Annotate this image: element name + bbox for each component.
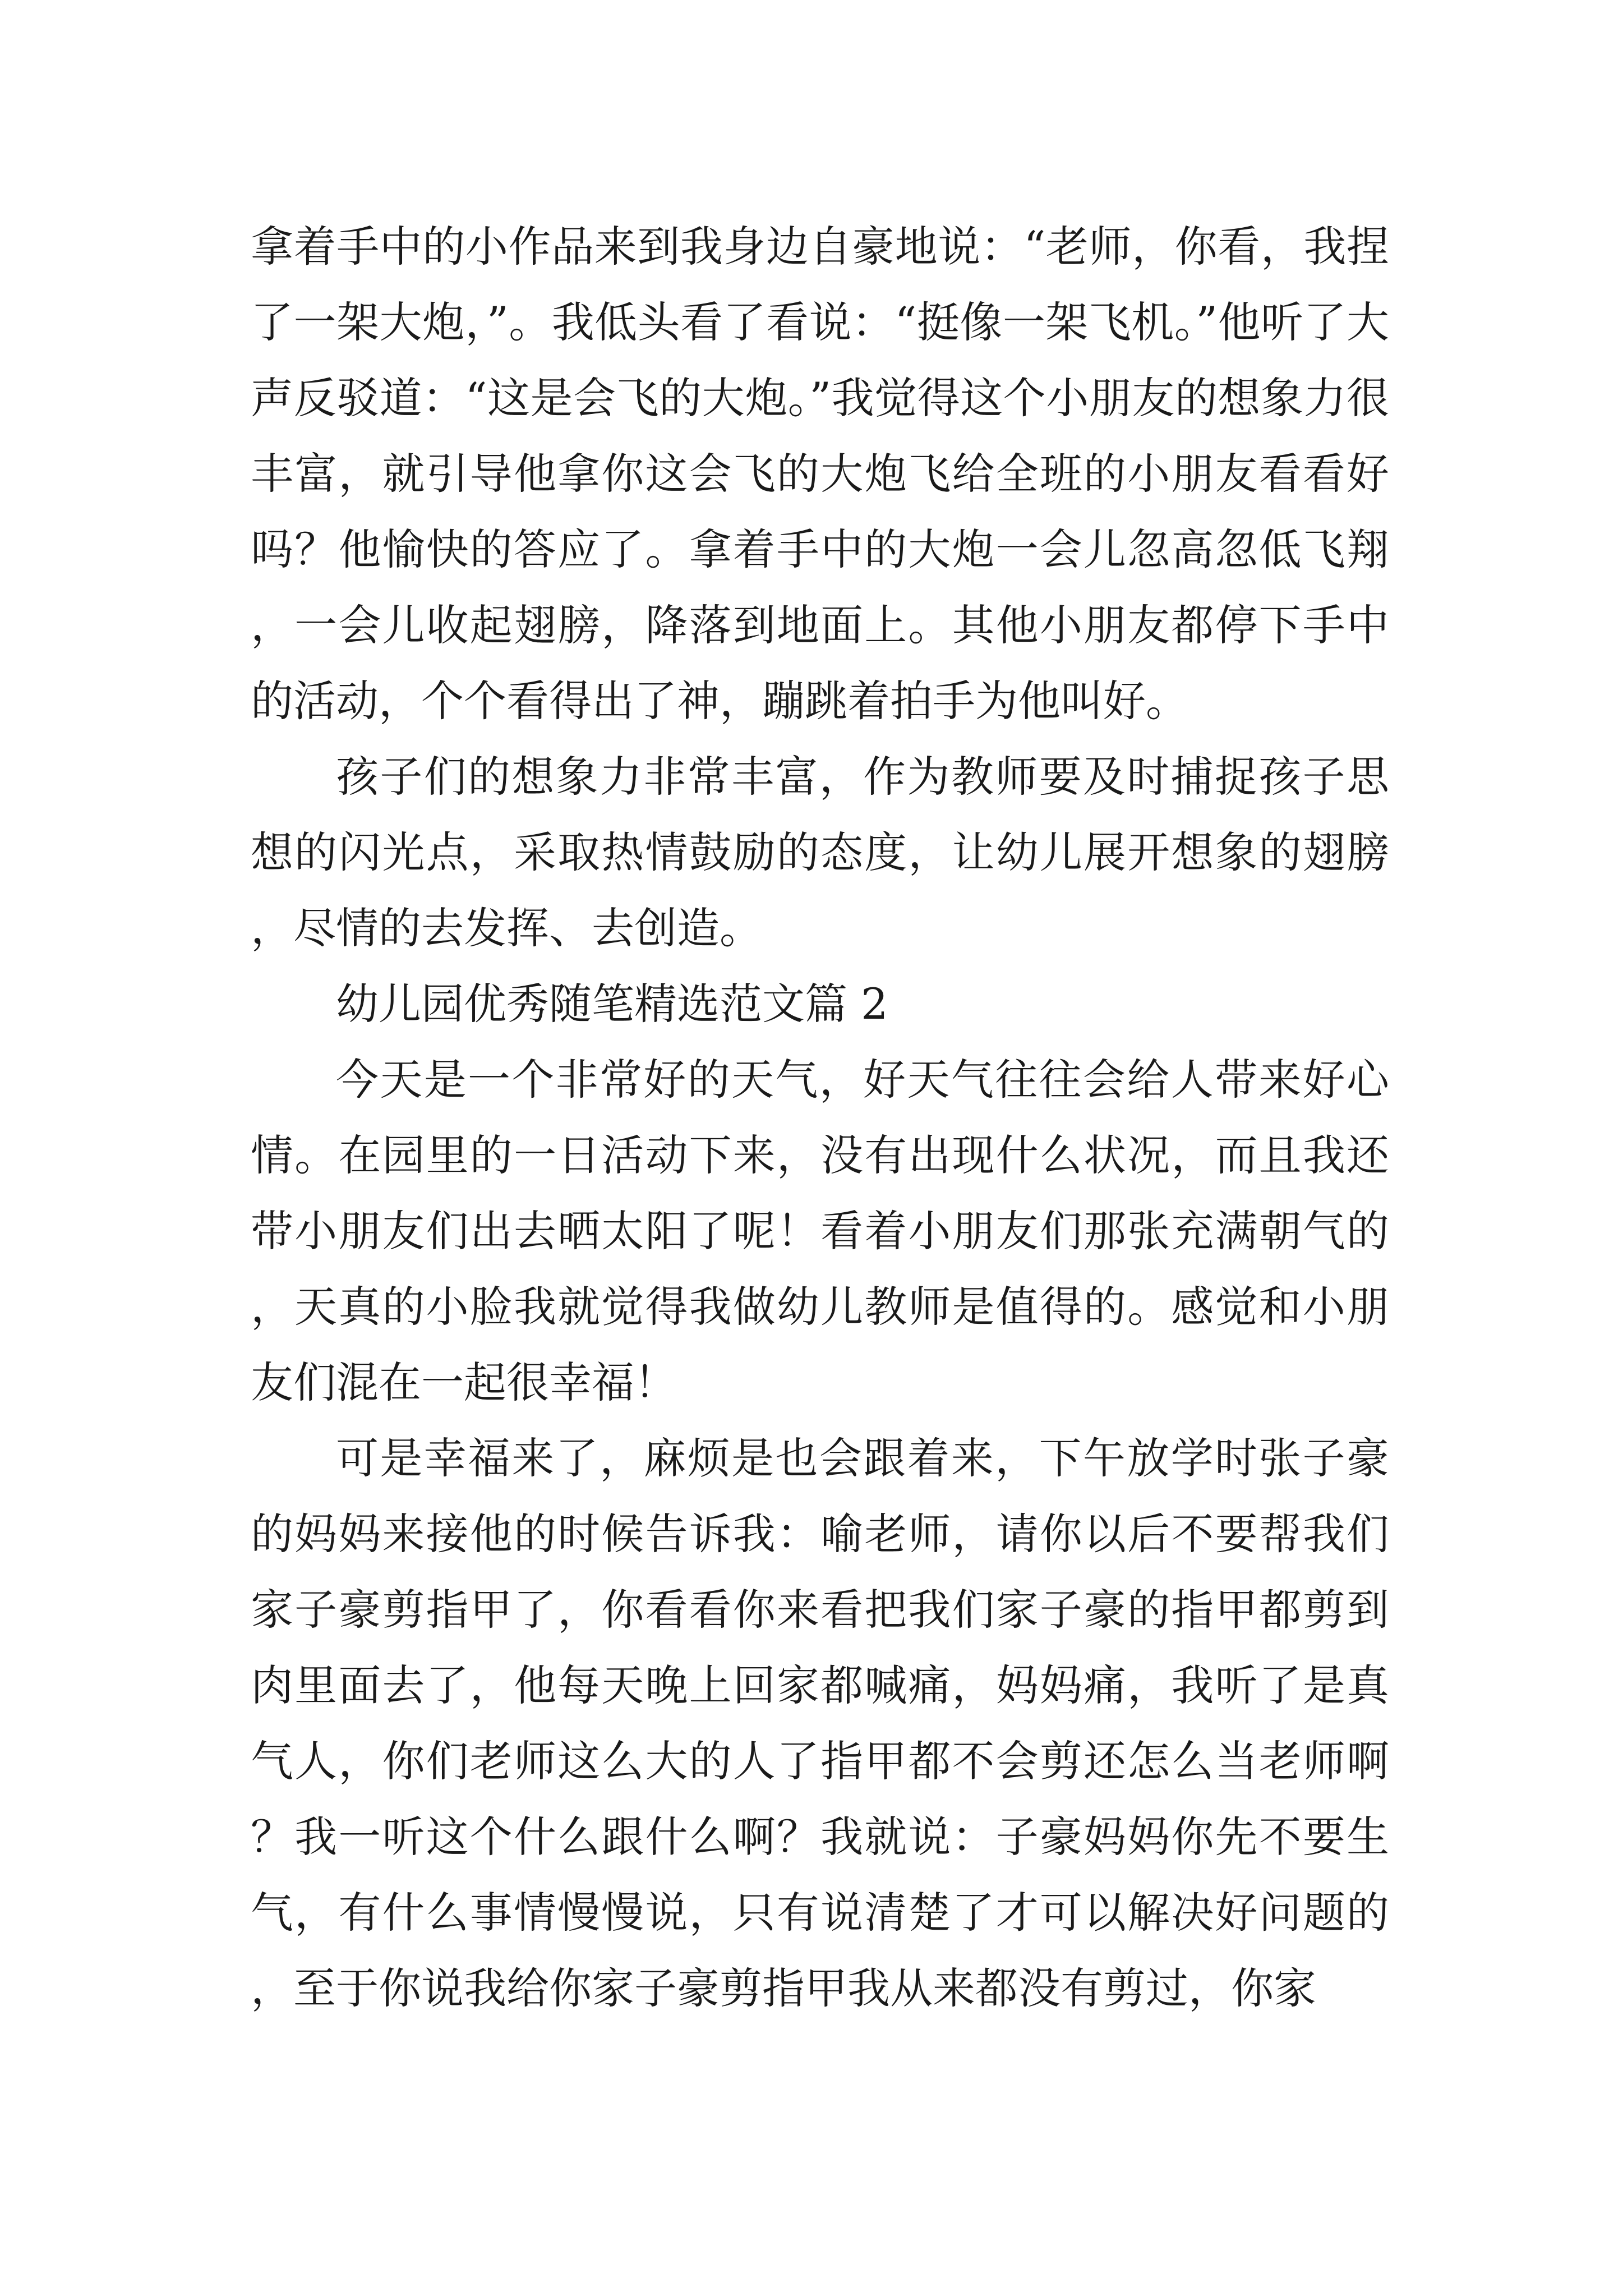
document-body (251, 209, 1389, 2026)
paragraph-nail-trimming: 可是幸福来了，麻烦是也会跟着来，下午放学时张子豪的妈妈来接他的时候告诉我：喻老师，请你以后不要帮我们家子豪剪指甲了，你看看你来看把我们家子豪的指甲都剪到肉里面去了，他每天晚上回家都喊痛，妈妈痛，我听了是真气人，你们老师这么大的人了指甲都不会剪还怎么当老师啊？我一听这个什么跟什么啊？我就说：子豪妈妈你先不要生气，有什么事情慢慢说，只有说清楚了才可以解决好问题的，至于你说我给你家子豪剪指甲我从来都没有剪过，你家 (251, 1433, 1389, 2013)
paragraph-imagination: 孩子们的想象力非常丰富，作为教师要及时捕捉孩子思想的闪光点，采取热情鼓励的态度，让幼儿展开想象的翅膀，尽情的去发挥、去创造。 (251, 752, 1389, 953)
paragraph-continuation: 拿着手中的小作品来到我身边自豪地说：“老师，你看，我捏了一架大炮，”。我低头看了看说：“挺像一架飞机。”他听了大声反驳道：“这是会飞的大炮。”我觉得这个小朋友的想象力很丰富，就引导他拿你这会飞的大炮飞给全班的小朋友看看好吗？他愉快的答应了。拿着手中的大炮一会儿忽高忽低飞翔，一会儿收起翅膀，降落到地面上。其他小朋友都停下手中的活动，个个看得出了神，蹦跳着拍手为他叫好。 (251, 222, 1389, 726)
paragraph-good-weather: 今天是一个非常好的天气，好天气往往会给人带来好心情。在园里的一日活动下来，没有出现什么状况，而且我还带小朋友们出去晒太阳了呢！看着小朋友们那张充满朝气的，天真的小脸我就觉得我做幼儿教师是值得的。感觉和小朋友们混在一起很幸福！ (251, 1055, 1389, 1407)
section-title: 幼儿园优秀随笔精选范文篇 2 (336, 979, 888, 1029)
